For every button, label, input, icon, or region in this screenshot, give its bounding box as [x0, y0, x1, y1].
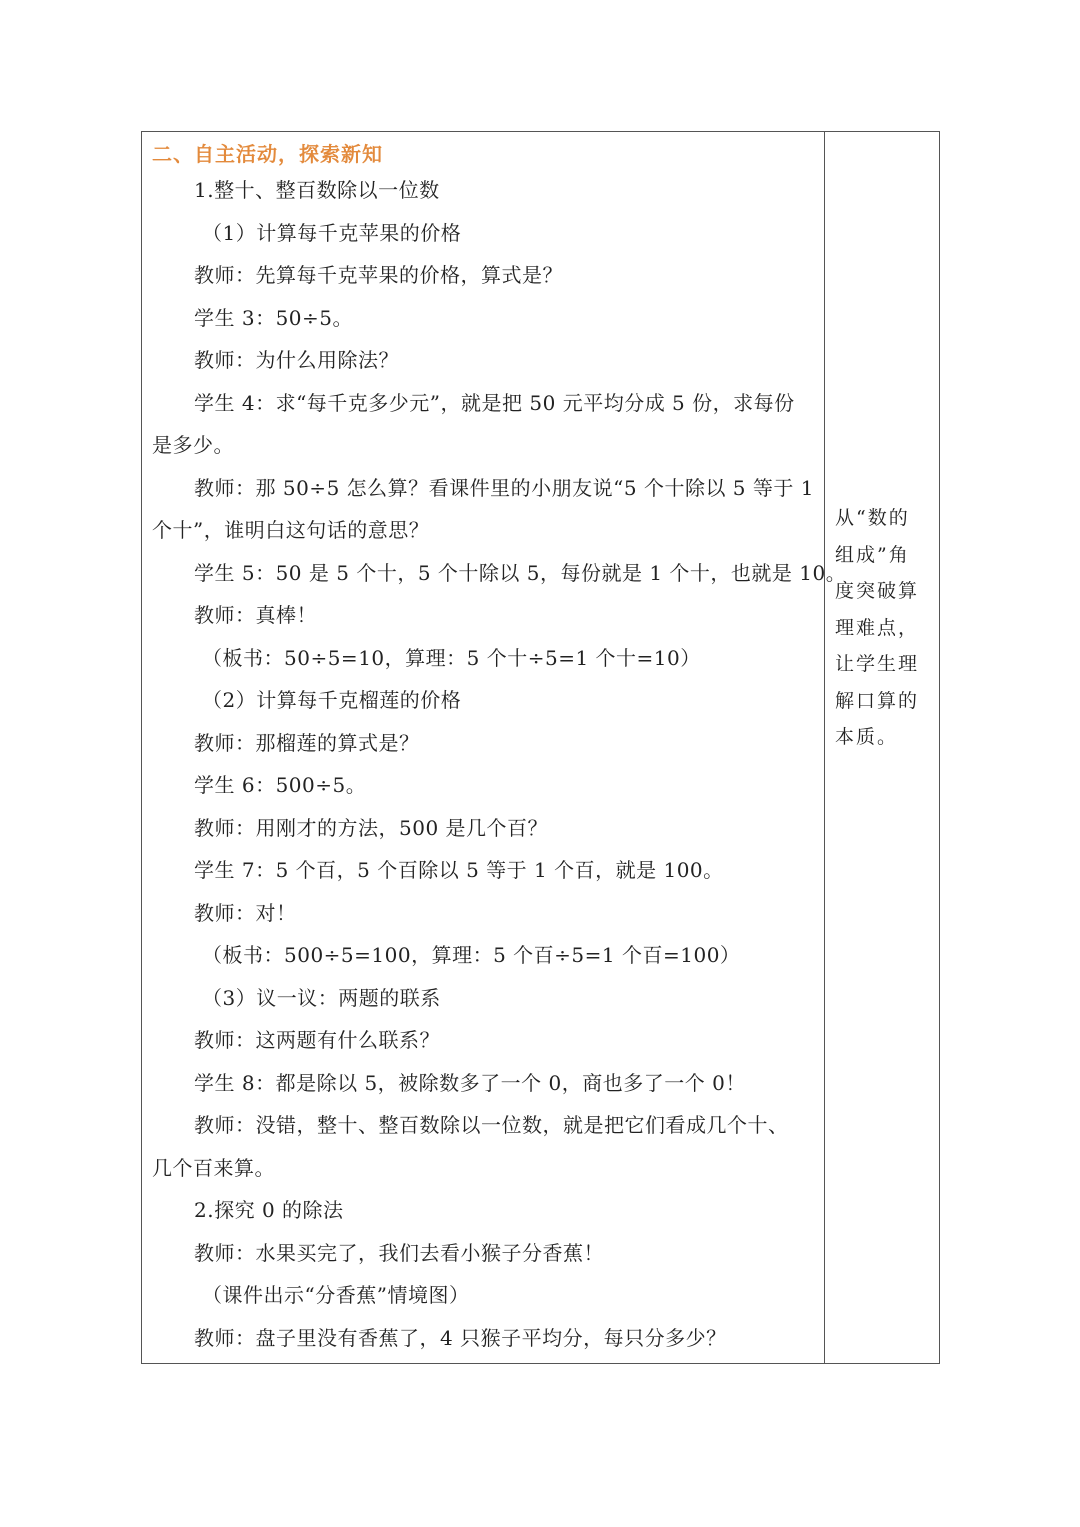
- dialogue-line: 教师：先算每千克苹果的价格，算式是？: [194, 263, 563, 287]
- dialogue-line-continued: 几个百来算。: [152, 1156, 275, 1180]
- dialogue-line: 学生 5：50 是 5 个十，5 个十除以 5，每份就是 1 个十，也就是 10。: [194, 561, 847, 585]
- dialogue-line: 教师：真棒！: [194, 603, 317, 627]
- dialogue-line: 教师：对！: [194, 901, 297, 925]
- lesson-plan-table: [141, 131, 940, 1364]
- dialogue-line: 学生 8：都是除以 5，被除数多了一个 0，商也多了一个 0！: [194, 1071, 746, 1095]
- board-note: （板书：500÷5=100，算理：5 个百÷5=1 个百=100）: [202, 943, 741, 967]
- step-title: （1）计算每千克苹果的价格: [202, 221, 462, 245]
- dialogue-line: 教师：这两题有什么联系？: [194, 1028, 440, 1052]
- dialogue-line: 学生 3：50÷5。: [194, 306, 354, 330]
- section-heading: 二、自主活动，探索新知: [152, 142, 383, 166]
- dialogue-line: 教师：水果买完了，我们去看小猴子分香蕉！: [194, 1241, 604, 1265]
- step-title: （2）计算每千克榴莲的价格: [202, 688, 462, 712]
- dialogue-line-continued: 是多少。: [152, 433, 234, 457]
- design-intent-note: 从“数的组成”角度突破算理难点，让学生理解口算的本质。: [835, 507, 920, 748]
- board-note: （课件出示“分香蕉”情境图）: [202, 1283, 470, 1307]
- design-intent-cell: [825, 132, 939, 1363]
- dialogue-line-continued: 个十”，谁明白这句话的意思？: [152, 518, 430, 542]
- subsection-title: 1.整十、整百数除以一位数: [194, 178, 440, 202]
- subsection-title: 2.探究 0 的除法: [194, 1198, 344, 1222]
- board-note: （板书：50÷5=10，算理：5 个十÷5=1 个十=10）: [202, 646, 701, 670]
- dialogue-line: 教师：那榴莲的算式是？: [194, 731, 420, 755]
- dialogue-line: 教师：盘子里没有香蕉了，4 只猴子平均分，每只分多少？: [194, 1326, 727, 1350]
- lesson-content-cell: [142, 132, 847, 1363]
- step-title: （3）议一议：两题的联系: [202, 986, 441, 1010]
- dialogue-line: 教师：用刚才的方法，500 是几个百？: [194, 816, 549, 840]
- dialogue-line: 学生 6：500÷5。: [194, 773, 367, 797]
- dialogue-line: 教师：为什么用除法？: [194, 348, 399, 372]
- dialogue-line: 学生 4：求“每千克多少元”，就是把 50 元平均分成 5 份，求每份: [194, 391, 795, 415]
- dialogue-line: 教师：没错，整十、整百数除以一位数，就是把它们看成几个十、: [194, 1113, 789, 1137]
- dialogue-line: 学生 7：5 个百，5 个百除以 5 等于 1 个百，就是 100。: [194, 858, 724, 882]
- dialogue-line: 教师：那 50÷5 怎么算？看课件里的小朋友说“5 个十除以 5 等于 1: [194, 476, 814, 500]
